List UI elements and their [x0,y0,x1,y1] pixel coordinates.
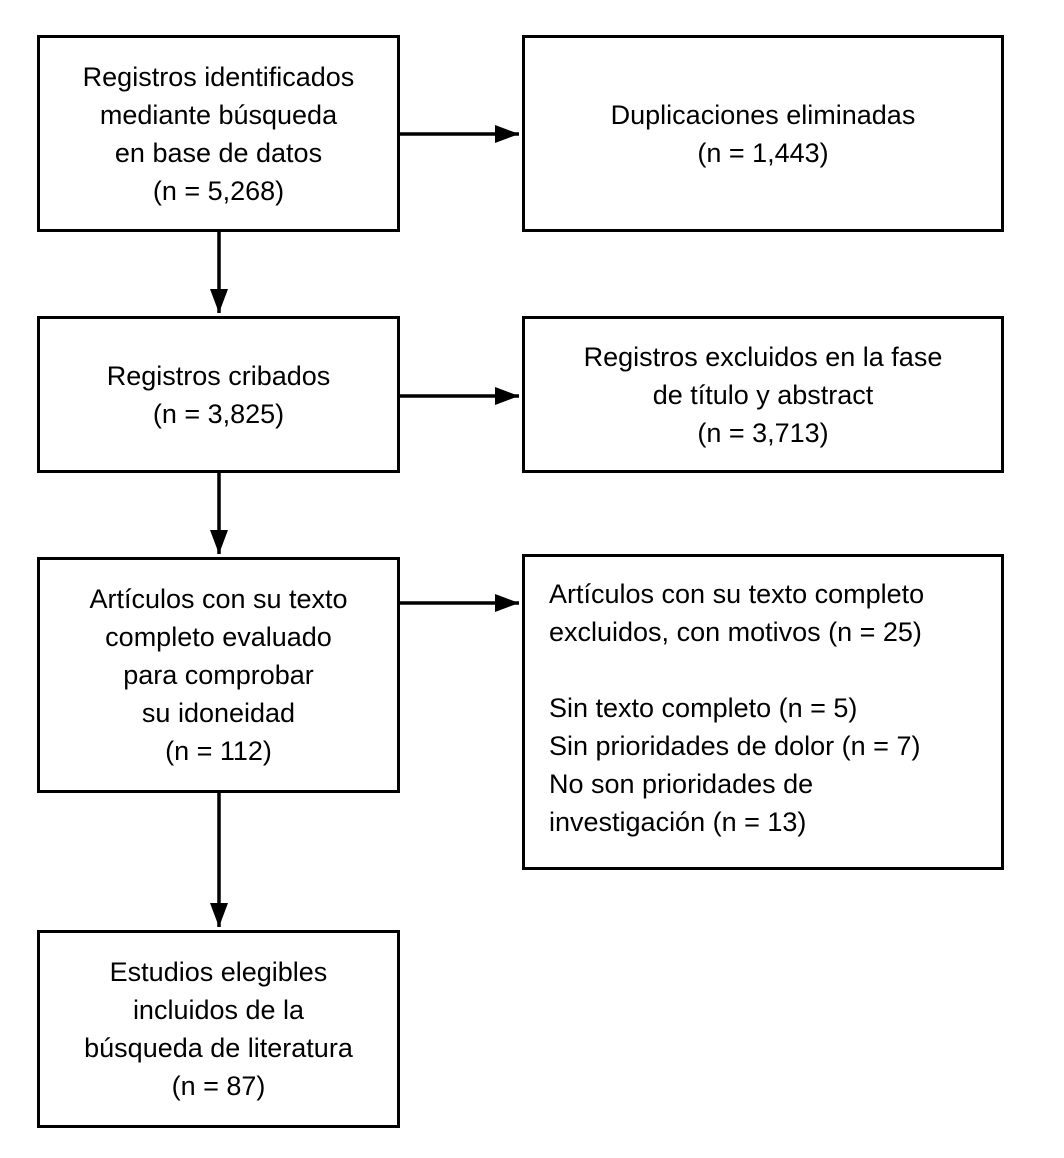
box-text-line: en base de datos [114,137,323,168]
box-text-line: (n = 3,713) [697,417,829,448]
box-text-line: Estudios elegibles [109,957,328,987]
box-text-line: mediante búsqueda [99,99,338,130]
box-text-line: (n = 1,443) [697,137,829,168]
box-duplicates-removed [522,35,1004,232]
box-text-line: Registros identificados [82,61,355,92]
box-text-line: de título y abstract [652,379,874,410]
box-text-line: Sin prioridades de dolor (n = 7) [549,731,921,761]
box-text-line: investigación (n = 13) [549,807,807,837]
box-text-line: (n = 87) [171,1071,266,1101]
box-text-line: (n = 3,825) [152,398,285,429]
box-text-line: No son prioridades de [549,769,814,799]
box-text-line: (n = 5,268) [152,175,285,206]
box-text-line: Registros excluidos en la fase [583,341,943,372]
box-text-line: búsqueda de literatura [84,1033,353,1063]
box-text-line: completo evaluado [105,622,332,652]
box-records-screened [37,316,400,473]
box-text-line: su idoneidad [141,698,296,728]
box-text-line: Sin texto completo (n = 5) [549,693,858,723]
box-text-line: Artículos con su texto completo [549,579,925,609]
box-text-line: incluidos de la [132,995,305,1025]
box-records-identified [37,35,400,232]
box-text-line: Duplicaciones eliminadas [610,99,916,130]
box-text-line: para comprobar [123,660,314,690]
box-text-line: Artículos con su texto [89,584,348,614]
box-fulltext-assessed [37,557,400,793]
box-text-line: excluidos, con motivos (n = 25) [549,617,922,647]
box-records-excluded-title-abstract [522,316,1004,473]
box-text-line: Registros cribados [106,360,331,391]
box-fulltext-excluded [522,554,1004,870]
box-studies-included [37,930,400,1128]
box-text-line: (n = 112) [165,736,272,766]
